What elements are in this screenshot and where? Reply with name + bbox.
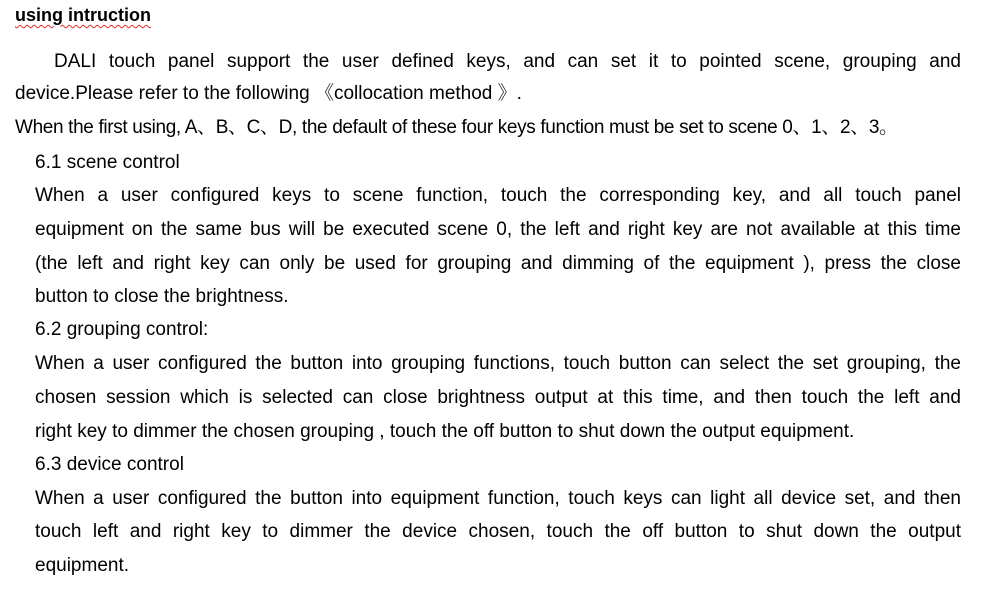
device-control-line-3: equipment. — [35, 555, 130, 576]
scene-control-line-1: When a user configured keys to scene function, touch the corresponding key, and all touch panel — [35, 185, 961, 206]
section-heading-grouping-control: 6.2 grouping control: — [35, 319, 209, 340]
section-heading-scene-control: 6.1 scene control — [35, 152, 180, 173]
intro-line-2: device.Please refer to the following 《collocation method 》. — [15, 83, 522, 104]
grouping-control-line-1: When a user configured the button into grouping functions, touch button can select the set grouping, the — [35, 353, 961, 374]
device-control-line-1: When a user configured the button into equipment function, touch keys can light all device set, and then — [35, 488, 961, 509]
scene-control-line-4: button to close the brightness. — [35, 286, 289, 307]
intro-line-3: When the first using, A、B、C、D, the default of these four keys function must be set to scene 0、1、2、3。 — [15, 117, 898, 138]
title-text: using intruction — [15, 5, 151, 25]
device-control-line-2: touch left and right key to dimmer the device chosen, touch the off button to shut down the output — [35, 521, 961, 542]
intro-line-1: DALI touch panel support the user defined keys, and can set it to pointed scene, grouping and — [54, 51, 961, 72]
section-heading-device-control: 6.3 device control — [35, 454, 184, 475]
grouping-control-line-2: chosen session which is selected can close brightness output at this time, and then touch the left and — [35, 387, 961, 408]
scene-control-line-2: equipment on the same bus will be executed scene 0, the left and right key are not available at this time — [35, 219, 961, 240]
grouping-control-line-3: right key to dimmer the chosen grouping , touch the off button to shut down the output equipment. — [35, 421, 855, 442]
scene-control-line-3: (the left and right key can only be used for grouping and dimming of the equipment ), press the close — [35, 253, 961, 274]
document-title — [15, 3, 151, 27]
